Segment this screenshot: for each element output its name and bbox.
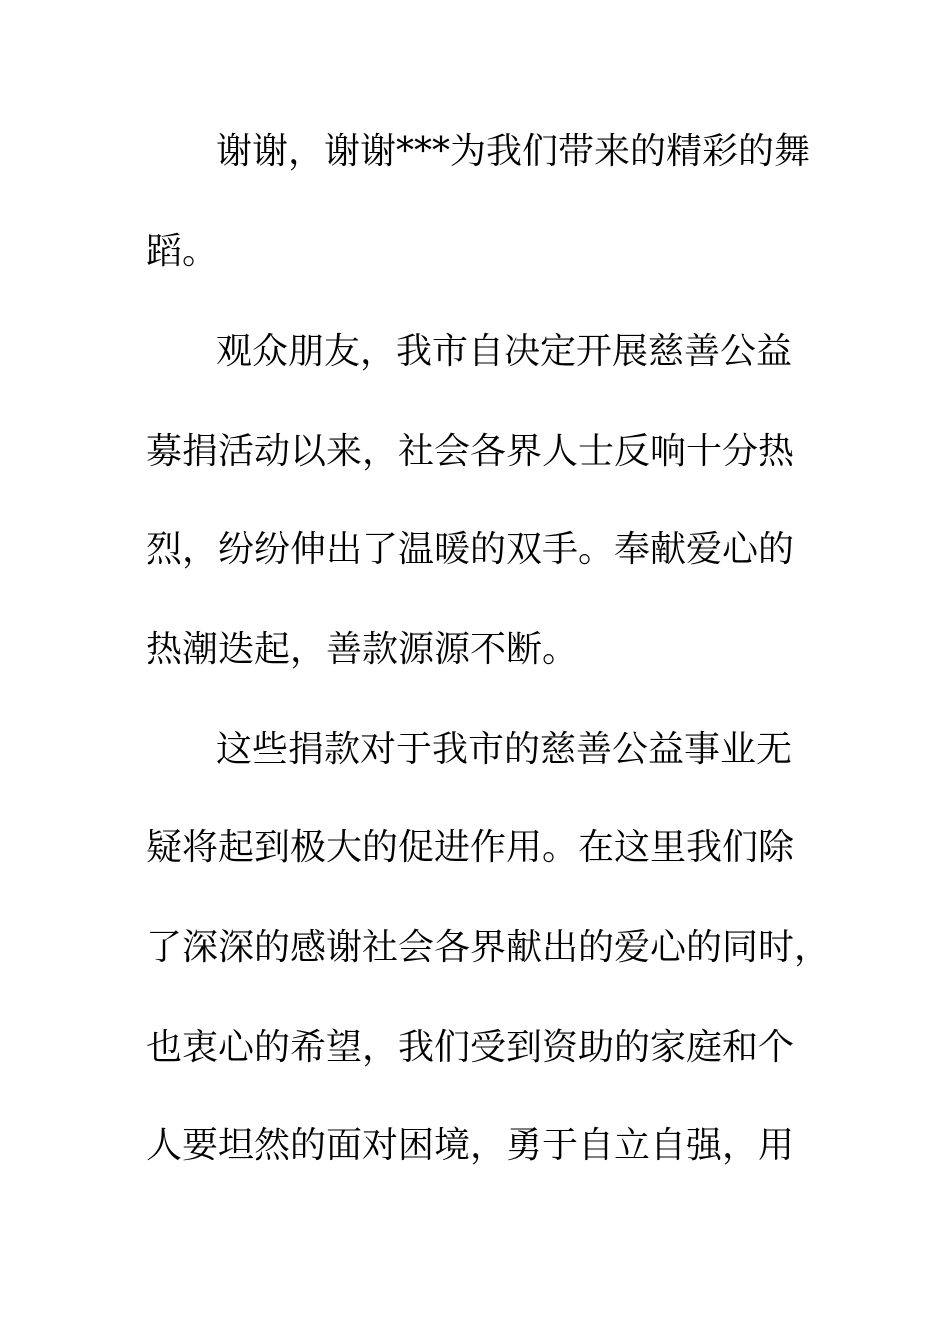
text-line: 蹈。: [146, 231, 219, 272]
text-line: 这些捐款对于我市的慈善公益事业无: [216, 729, 793, 770]
text-line: 谢谢，谢谢***为我们带来的精彩的舞: [216, 131, 811, 172]
text-line: 观众朋友，我市自决定开展慈善公益: [216, 331, 793, 372]
text-line: 疑将起到极大的促进作用。在这里我们除: [146, 827, 795, 868]
text-line: 募捐活动以来，社会各界人士反响十分热: [146, 431, 795, 472]
text-line: 热潮迭起，善款源源不断。: [146, 629, 579, 670]
text-line: 人要坦然的面对困境，勇于自立自强，用: [146, 1125, 795, 1166]
text-line: 了深深的感谢社会各界献出的爱心的同时，: [146, 927, 831, 968]
text-line: 烈，纷纷伸出了温暖的双手。奉献爱心的: [146, 529, 795, 570]
text-line: 也衷心的希望，我们受到资助的家庭和个: [146, 1027, 795, 1068]
